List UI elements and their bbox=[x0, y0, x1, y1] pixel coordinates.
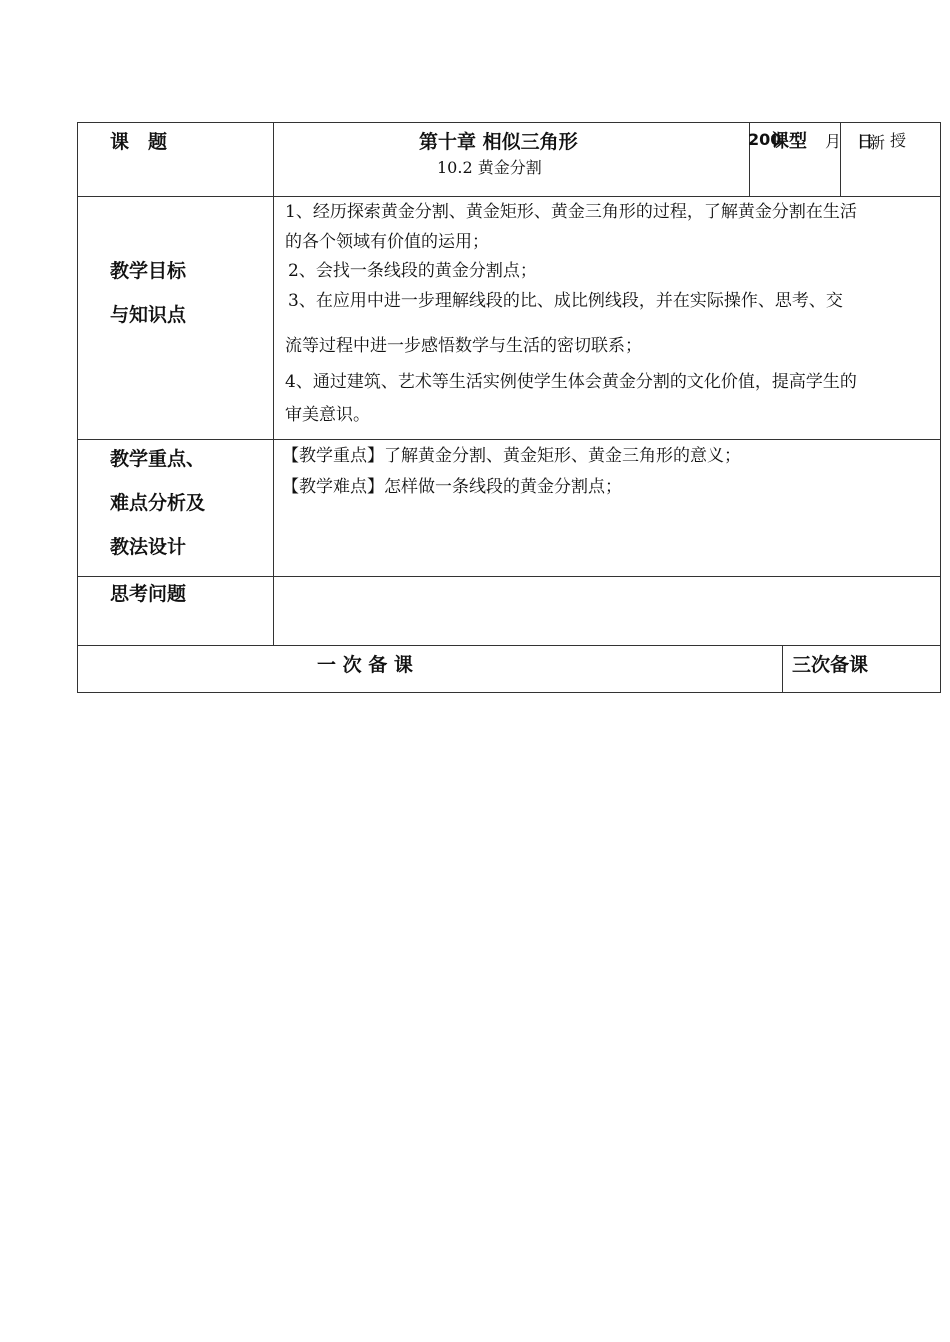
first-prep-cell bbox=[77, 645, 783, 693]
objective-3-line1: 3、在应用中进一步理解线段的比、成比例线段，并在实际操作、思考、交 bbox=[288, 291, 843, 311]
section-title: 10.2 黄金分割 bbox=[437, 158, 542, 177]
third-prep-header: 三次备课 bbox=[792, 654, 869, 676]
first-prep-header: 一 次 备 课 bbox=[317, 654, 413, 676]
lesson-type-value: 授 bbox=[890, 131, 907, 150]
date-day-label: 日 bbox=[857, 132, 874, 151]
title-label: 课 题 bbox=[110, 131, 168, 153]
title-label-cell bbox=[77, 122, 274, 197]
keypoints-label-line1: 教学重点、 bbox=[110, 448, 206, 470]
objective-4-line2: 审美意识。 bbox=[285, 405, 370, 425]
objective-1-line2: 的各个领域有价值的运用； bbox=[285, 232, 489, 252]
difficult-point-text: 【教学难点】怎样做一条线段的黄金分割点； bbox=[282, 477, 622, 497]
questions-content-cell bbox=[273, 576, 941, 646]
objective-4-line1: 4、通过建筑、艺术等生活实例使学生体会黄金分割的文化价值，提高学生的 bbox=[285, 372, 857, 392]
keypoints-label-line3: 教法设计 bbox=[110, 536, 187, 558]
objectives-label-line1: 教学目标 bbox=[110, 260, 187, 282]
objective-3-line2: 流等过程中进一步感悟数学与生活的密切联系； bbox=[285, 336, 642, 356]
objective-1-line1: 1、经历探索黄金分割、黄金矩形、黄金三角形的过程，了解黄金分割在生活 bbox=[285, 202, 857, 222]
date-month-label: 月 bbox=[825, 132, 842, 151]
date-lesson-type-label: 课型 bbox=[771, 131, 807, 152]
key-point-text: 【教学重点】了解黄金分割、黄金矩形、黄金三角形的意义； bbox=[282, 446, 741, 466]
keypoints-label-line2: 难点分析及 bbox=[110, 492, 206, 514]
date-year-prefix: 200 bbox=[748, 130, 782, 149]
lesson-type-overlap-char: 新 bbox=[869, 133, 886, 152]
chapter-title: 第十章 相似三角形 bbox=[419, 131, 578, 153]
questions-label: 思考问题 bbox=[110, 583, 187, 605]
objective-2: 2、会找一条线段的黄金分割点； bbox=[288, 261, 537, 281]
objectives-label-line2: 与知识点 bbox=[110, 304, 187, 326]
